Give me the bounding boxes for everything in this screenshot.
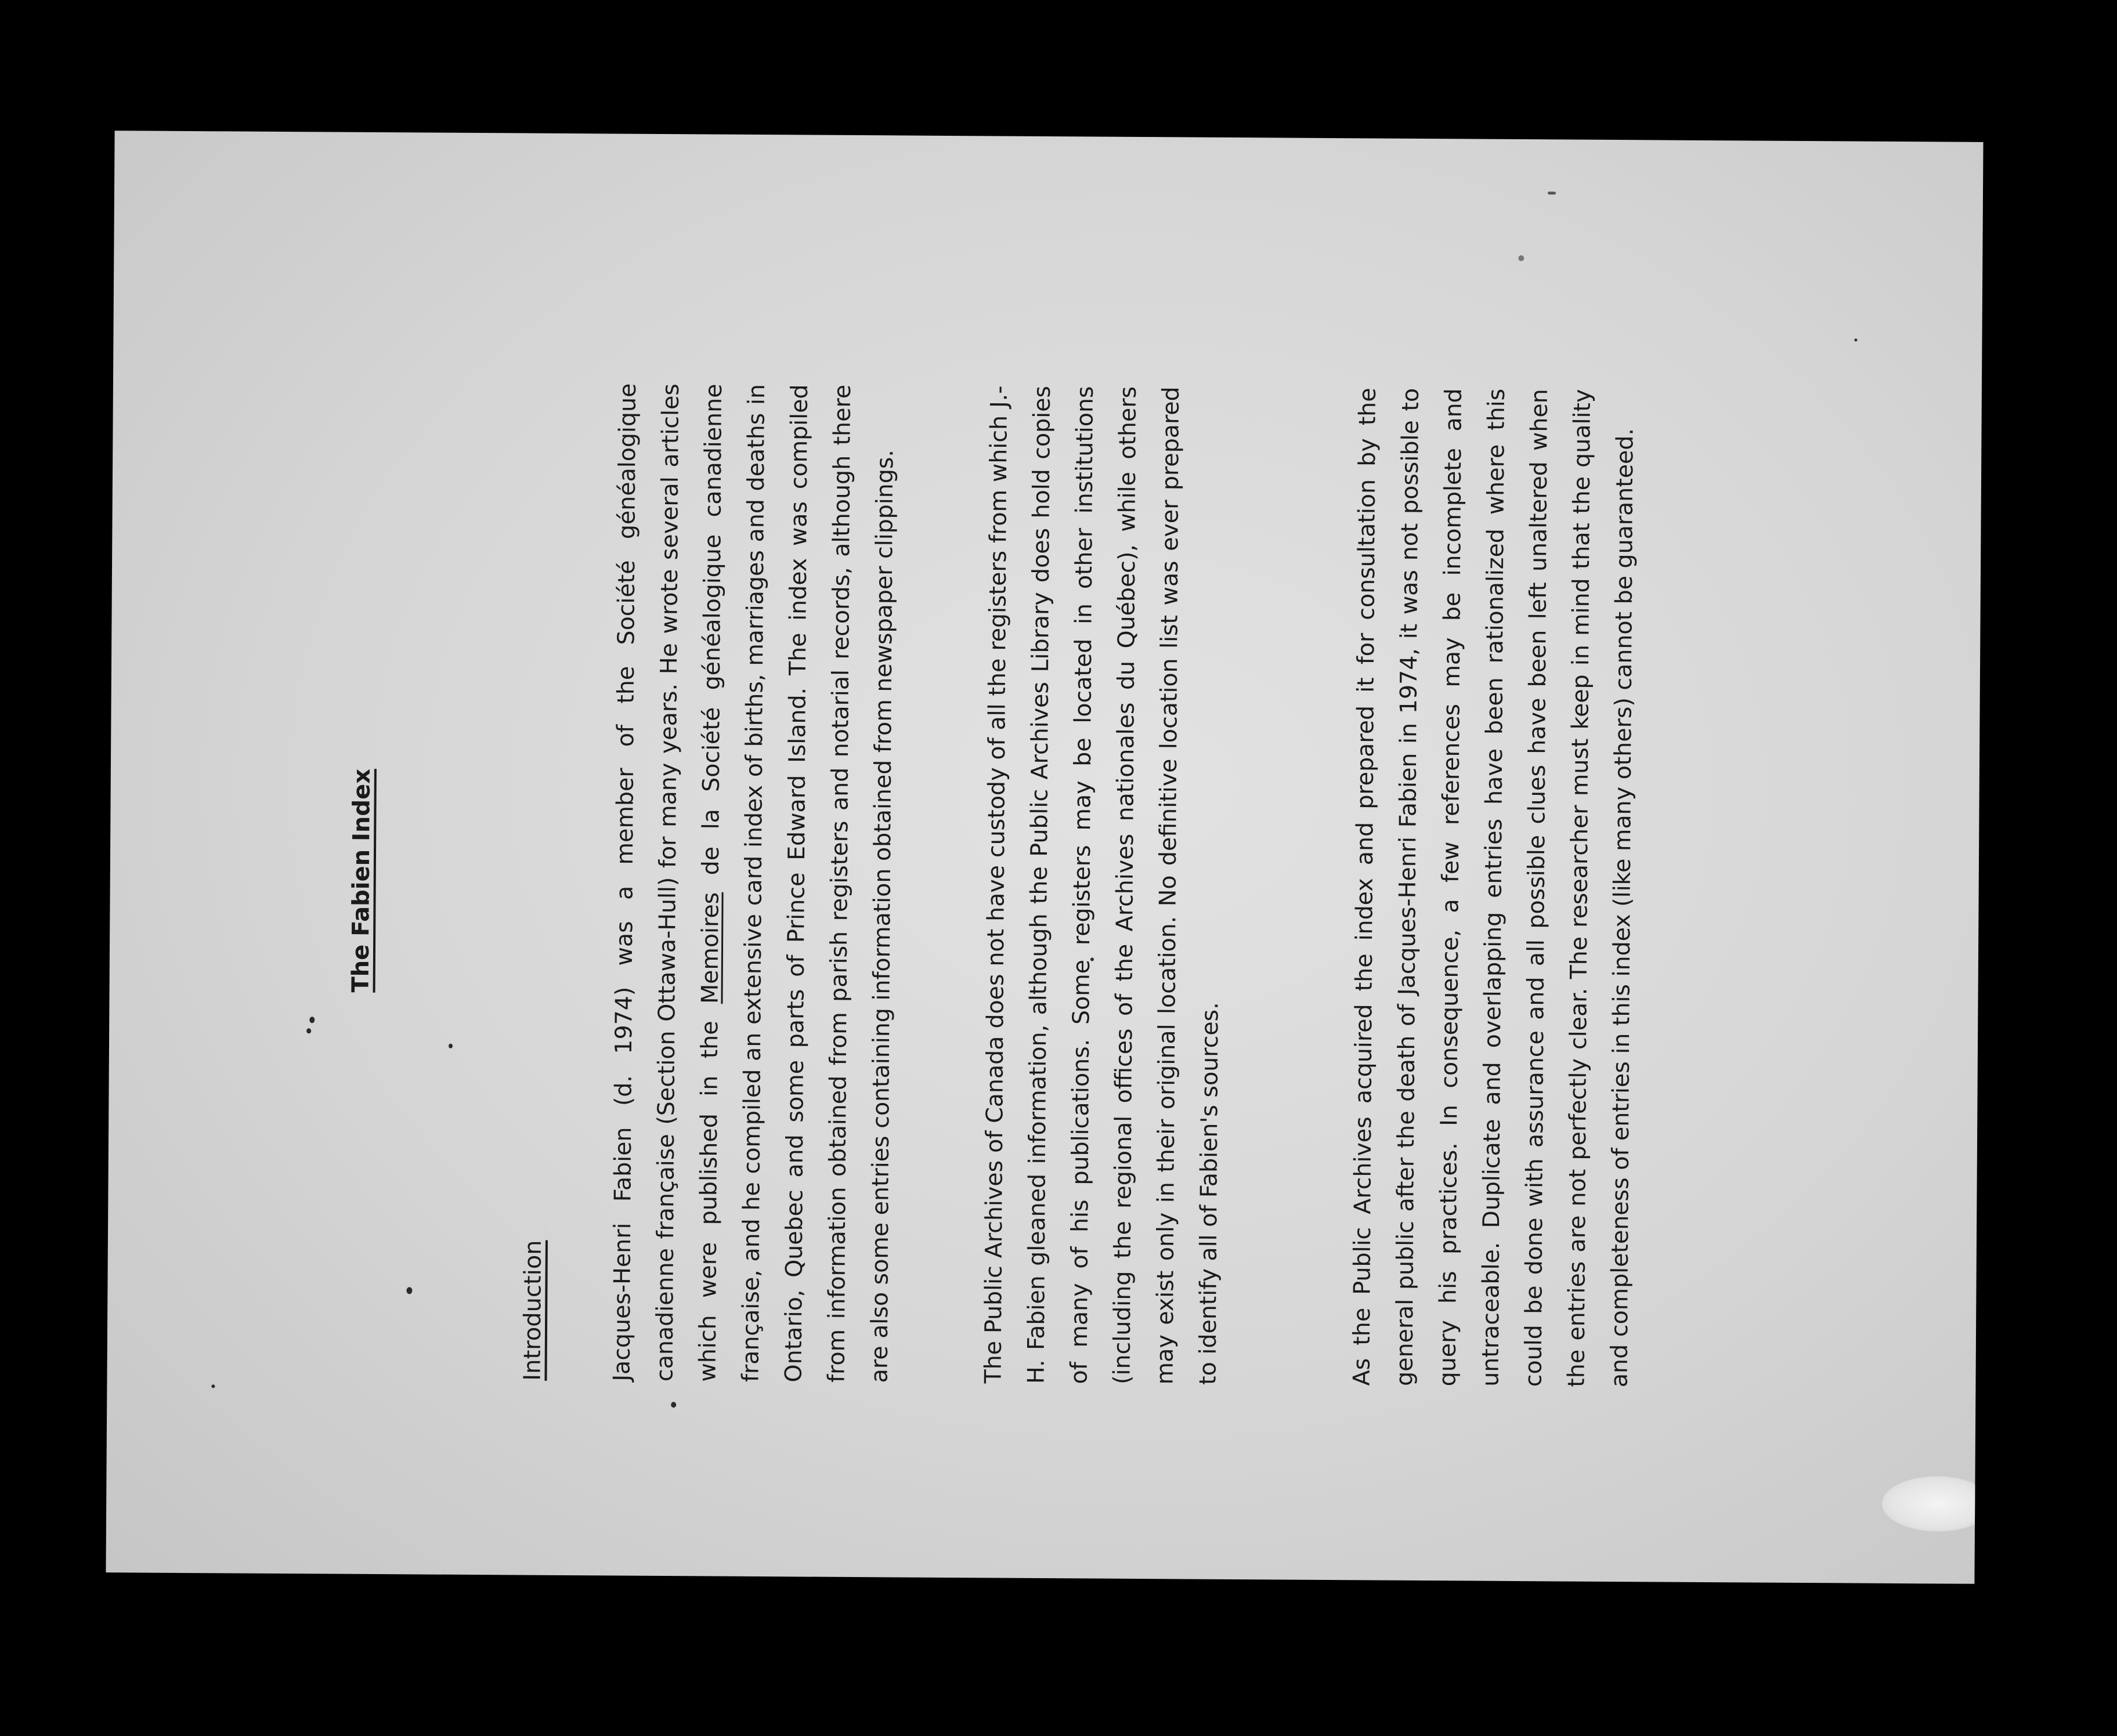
paragraph-1-text-b: de la Société généalogique canadienne française, and he compiled an extensive card index of births, marriages and deaths in Ontario, Quebec and some parts of Prince Edward Island. The index was compiled from information obtained from parish registers and notarial records, although there are also some entries containing information obtained from newspaper clippings. <box>697 384 899 1383</box>
page-title <box>342 382 381 1380</box>
paragraph-3: As the Public Archives acquired the index and prepared it for consultation by the general public after the death of Jacques-Henri Fabien in 1974, it was not possible to query his practices. In consequence, a few references may be incomplete and untraceable. Duplicate and overlapping entries have been rationalized where this could be done with assurance and all possible clues have been left unaltered when the entries are not perfectly clear. The researcher must keep in mind that the quality and completeness of entries in this index (like many others) cannot be guaranteed. <box>1348 388 1639 1388</box>
paragraph-1 <box>600 383 906 1383</box>
dust-speck <box>211 1384 215 1388</box>
dust-speck <box>306 1028 311 1033</box>
dust-speck <box>1548 191 1556 194</box>
document-page <box>106 131 1983 1584</box>
paragraph-1-underlined-title: Memoires <box>696 892 724 1004</box>
scan-scuff <box>1882 1476 1984 1532</box>
section-heading: Introduction <box>519 1240 547 1381</box>
dust-speck <box>671 1402 676 1408</box>
paragraph-1-text-a: Jacques-Henri Fabien (d. 1974) was a member of the Société généalogique canadienne française (Section Ottawa-Hull) for many years. He wrote several articles which were published in the <box>608 383 724 1382</box>
rotated-text-block <box>342 382 1639 1388</box>
dust-speck <box>309 1017 315 1023</box>
page-title-text: The Fabien Index <box>347 768 375 993</box>
paragraph-2: The Public Archives of Canada does not have custody of all the registers from which J.-H. Fabien gleaned information, although the Public Archives Library does hold copies of many of his publications. Some registers may be located in other institutions (including the regional offices of the Archives nationales du Québec), while others may exist only in their original location. No definitive location list was ever prepared to identify all of Fabien's sources. <box>980 385 1224 1385</box>
dust-speck <box>1518 255 1524 261</box>
dust-speck <box>1854 339 1857 342</box>
